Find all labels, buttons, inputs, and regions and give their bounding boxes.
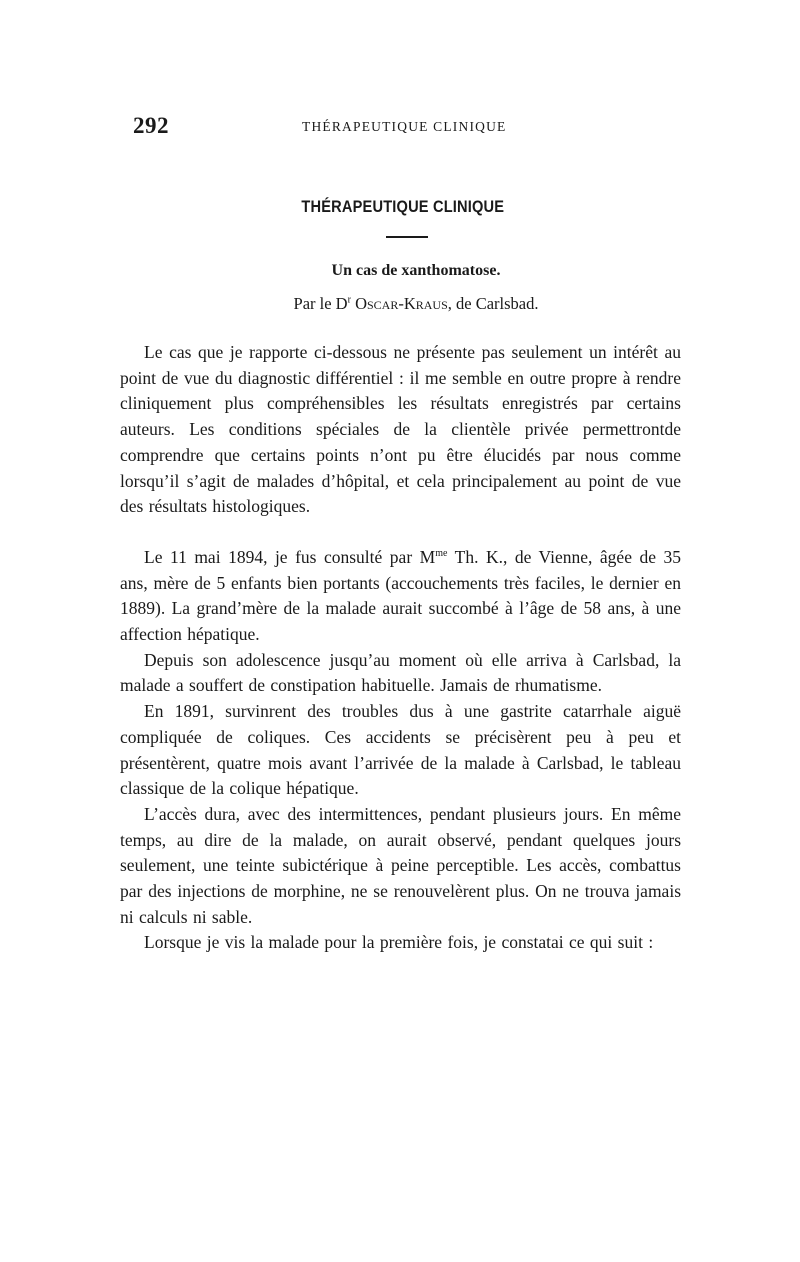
article-body xyxy=(120,340,681,956)
title-rule xyxy=(386,236,428,238)
case-history-sup: me xyxy=(435,548,448,560)
running-title: THÉRAPEUTIQUE CLINIQUE xyxy=(302,119,507,134)
running-header xyxy=(133,113,678,143)
byline-prefix-sup: r xyxy=(347,294,351,306)
byline-suffix: , de Carlsbad. xyxy=(447,294,539,313)
paragraph-acces: L’accès dura, avec des intermittences, pendant plusieurs jours. En même temps, au dire de la malade, on aurait observé, pendant quelques jours seulement, une teinte subictérique à peine perceptible. Les accès, combattus par des injections de morphine, ne se renouvelèrent plus. On ne trouva jamais ni calculs ni sable. xyxy=(120,803,681,927)
article-title: Un cas de xanthomatose. xyxy=(331,262,501,279)
paragraph-case-history xyxy=(120,545,681,648)
section-title: THÉRAPEUTIQUE CLINIQUE xyxy=(301,197,505,216)
byline-author: Oscar-Kraus xyxy=(350,294,448,313)
byline-prefix: Par le D xyxy=(293,294,348,313)
case-history-rest: Th. K., de Vienne, âgée de 35 ans, mère de 5 enfants bien portants (accouchements très faciles, le dernier en 1889). La grand’mère de la malade aurait succombé à l’âge de 58 ans, à une affection hépatique. xyxy=(120,546,681,645)
paragraph-1891: En 1891, survinrent des troubles dus à une gastrite catarrhale aiguë compliquée de coliques. Ces accidents se précisèrent peu à peu et présentèrent, quatre mois avant l’arrivée de la malade à Carlsbad, le tableau classique de la colique hépatique. xyxy=(120,701,681,799)
paragraph-constatations: Lorsque je vis la malade pour la première fois, je constatai ce qui suit : xyxy=(144,932,654,953)
page-number: 292 xyxy=(133,113,169,138)
paragraph-intro: Le cas que je rapporte ci-dessous ne présente pas seulement un intérêt au point de vue du diagnostic différentiel : il me semble en outre propre à rendre cliniquement plus compréhensibles les résultats enregistrés par certains auteurs. Les conditions spéciales de la clientèle privée permettrontde comprendre que certains points n’ont pu être élucidés par nous comme lorsqu’il s’agit de malades d’hôpital, et cela principalement au point de vue des résultats histologiques. xyxy=(120,342,681,517)
paragraph-adolescence: Depuis son adolescence jusqu’au moment où elle arriva à Carlsbad, la malade a souffert de constipation habituelle. Jamais de rhumatisme. xyxy=(120,649,681,696)
article-byline xyxy=(0,294,800,314)
case-history-start: Le 11 mai 1894, je fus consulté par M xyxy=(144,546,436,567)
